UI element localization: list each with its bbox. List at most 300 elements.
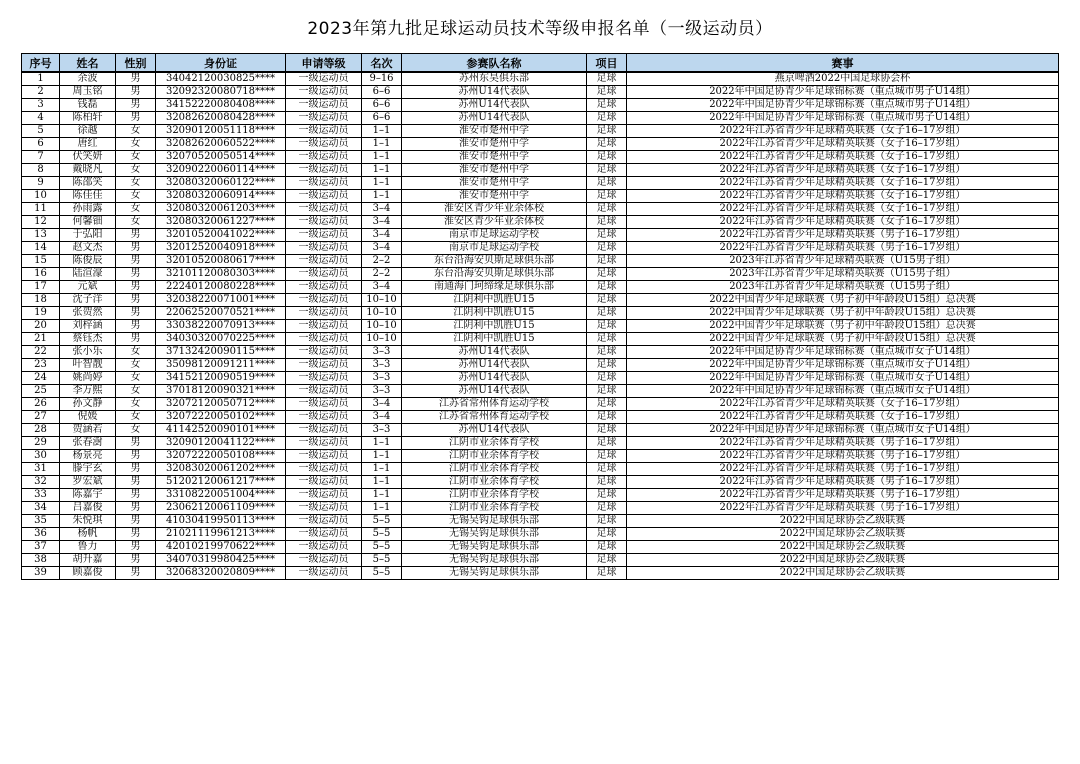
col-gender-cell: 男 [116,112,156,125]
col-id-cell: 33108220051004**** [156,489,286,502]
header-col-sport: 项目 [587,54,627,73]
col-level-cell: 一级运动员 [286,99,362,112]
col-team-cell: 江阴利中凯胜U15 [402,320,587,333]
col-level-cell: 一级运动员 [286,216,362,229]
col-name-cell: 张春澍 [60,437,116,450]
col-event-cell: 2022年江苏省青少年足球精英联赛（女子16–17岁组） [627,151,1059,164]
col-gender-cell: 女 [116,216,156,229]
col-event-cell: 2022年江苏省青少年足球精英联赛（男子16–17岁组） [627,229,1059,242]
col-team-cell: 淮安市楚州中学 [402,138,587,151]
col-event-cell: 2022年中国足协青少年足球锦标赛（重点城市女子U14组） [627,372,1059,385]
col-name-cell: 唐红 [60,138,116,151]
col-id-cell: 42010219970622**** [156,541,286,554]
col-id-cell: 35098120091211**** [156,359,286,372]
col-name-cell: 滕宇玄 [60,463,116,476]
table-row [22,86,1059,99]
col-gender-cell: 男 [116,294,156,307]
table-row [22,138,1059,151]
col-team-cell: 江阴利中凯胜U15 [402,333,587,346]
col-event-cell: 2022年江苏省青少年足球精英联赛（男子16–17岁组） [627,502,1059,515]
col-id-cell: 34070319980425**** [156,554,286,567]
col-name-cell: 张小乐 [60,346,116,359]
col-name-cell: 钱磊 [60,99,116,112]
col-id-cell: 34152120090519**** [156,372,286,385]
col-sport-cell: 足球 [587,398,627,411]
col-id-cell: 32101120080303**** [156,268,286,281]
col-sport-cell: 足球 [587,567,627,580]
col-index-cell: 18 [22,294,60,307]
col-id-cell: 32010520080617**** [156,255,286,268]
col-rank-cell: 3–4 [362,242,402,255]
table-row [22,333,1059,346]
header-col-name: 姓名 [60,54,116,73]
table-row [22,411,1059,424]
col-sport-cell: 足球 [587,86,627,99]
col-level-cell: 一级运动员 [286,385,362,398]
col-id-cell: 32012520040918**** [156,242,286,255]
col-sport-cell: 足球 [587,463,627,476]
col-sport-cell: 足球 [587,229,627,242]
table-row [22,567,1059,580]
col-team-cell: 江阴市业余体育学校 [402,437,587,450]
col-rank-cell: 1–1 [362,476,402,489]
col-team-cell: 淮安市楚州中学 [402,190,587,203]
col-team-cell: 苏州U14代表队 [402,112,587,125]
col-level-cell: 一级运动员 [286,567,362,580]
col-event-cell: 2022年中国足协青少年足球锦标赛（重点城市女子U14组） [627,385,1059,398]
table-row [22,372,1059,385]
col-event-cell: 2022年江苏省青少年足球精英联赛（男子16–17岁组） [627,463,1059,476]
col-sport-cell: 足球 [587,294,627,307]
col-gender-cell: 男 [116,268,156,281]
col-sport-cell: 足球 [587,151,627,164]
col-rank-cell: 3–3 [362,385,402,398]
col-sport-cell: 足球 [587,164,627,177]
col-level-cell: 一级运动员 [286,281,362,294]
col-level-cell: 一级运动员 [286,515,362,528]
col-index-cell: 25 [22,385,60,398]
table-row [22,164,1059,177]
col-id-cell: 32082620080428**** [156,112,286,125]
col-gender-cell: 男 [116,320,156,333]
col-event-cell: 2022年中国足协青少年足球锦标赛（重点城市男子U14组） [627,99,1059,112]
col-level-cell: 一级运动员 [286,164,362,177]
col-event-cell: 2022年江苏省青少年足球精英联赛（女子16–17岁组） [627,216,1059,229]
table-body [22,72,1059,580]
col-index-cell: 7 [22,151,60,164]
col-id-cell: 32083020061202**** [156,463,286,476]
table-row [22,281,1059,294]
table-row [22,489,1059,502]
col-sport-cell: 足球 [587,99,627,112]
table-row [22,255,1059,268]
col-event-cell: 2022中国足球协会乙级联赛 [627,554,1059,567]
col-sport-cell: 足球 [587,411,627,424]
table-row [22,515,1059,528]
col-id-cell: 34030320070225**** [156,333,286,346]
col-team-cell: 苏州U14代表队 [402,359,587,372]
col-rank-cell: 3–3 [362,424,402,437]
col-level-cell: 一级运动员 [286,125,362,138]
col-rank-cell: 3–3 [362,359,402,372]
col-team-cell: 江阴市业余体育学校 [402,463,587,476]
table-row [22,229,1059,242]
col-gender-cell: 男 [116,307,156,320]
col-index-cell: 10 [22,190,60,203]
col-name-cell: 蔡钰杰 [60,333,116,346]
header-col-gender: 性别 [116,54,156,73]
col-level-cell: 一级运动员 [286,372,362,385]
table-row [22,216,1059,229]
col-sport-cell: 足球 [587,177,627,190]
athlete-table [21,53,1059,580]
col-rank-cell: 9–16 [362,72,402,86]
col-sport-cell: 足球 [587,359,627,372]
col-rank-cell: 1–1 [362,151,402,164]
col-rank-cell: 1–1 [362,502,402,515]
table-row [22,463,1059,476]
table-row [22,528,1059,541]
col-event-cell: 2022年江苏省青少年足球精英联赛（男子16–17岁组） [627,242,1059,255]
col-level-cell: 一级运动员 [286,307,362,320]
col-level-cell: 一级运动员 [286,190,362,203]
col-gender-cell: 男 [116,502,156,515]
col-index-cell: 33 [22,489,60,502]
col-sport-cell: 足球 [587,437,627,450]
col-id-cell: 22062520070521**** [156,307,286,320]
col-name-cell: 孙雨露 [60,203,116,216]
col-name-cell: 陈俊辰 [60,255,116,268]
col-gender-cell: 男 [116,476,156,489]
col-event-cell: 2022年江苏省青少年足球精英联赛（男子16–17岁组） [627,437,1059,450]
col-rank-cell: 2–2 [362,255,402,268]
col-sport-cell: 足球 [587,515,627,528]
col-level-cell: 一级运动员 [286,138,362,151]
col-index-cell: 30 [22,450,60,463]
col-name-cell: 李万熙 [60,385,116,398]
col-id-cell: 32090120041122**** [156,437,286,450]
col-id-cell: 32090120051118**** [156,125,286,138]
col-rank-cell: 1–1 [362,489,402,502]
table-row [22,502,1059,515]
col-name-cell: 倪媛 [60,411,116,424]
col-gender-cell: 女 [116,151,156,164]
col-event-cell: 2022年中国足协青少年足球锦标赛（重点城市女子U14组） [627,359,1059,372]
col-rank-cell: 10–10 [362,320,402,333]
header-col-event: 赛事 [627,54,1059,73]
col-event-cell: 2023年江苏省青少年足球精英联赛（U15男子组） [627,255,1059,268]
col-gender-cell: 女 [116,190,156,203]
table-row [22,72,1059,86]
col-name-cell: 孙文静 [60,398,116,411]
col-id-cell: 32072220050108**** [156,450,286,463]
col-sport-cell: 足球 [587,268,627,281]
col-gender-cell: 男 [116,437,156,450]
col-index-cell: 19 [22,307,60,320]
col-index-cell: 27 [22,411,60,424]
col-sport-cell: 足球 [587,138,627,151]
col-sport-cell: 足球 [587,190,627,203]
col-event-cell: 2023年江苏省青少年足球精英联赛（U15男子组） [627,268,1059,281]
table-row [22,476,1059,489]
col-index-cell: 15 [22,255,60,268]
col-gender-cell: 女 [116,346,156,359]
col-team-cell: 无锡吴钩足球俱乐部 [402,528,587,541]
col-index-cell: 21 [22,333,60,346]
col-sport-cell: 足球 [587,346,627,359]
col-level-cell: 一级运动员 [286,541,362,554]
col-name-cell: 罗宏斌 [60,476,116,489]
col-rank-cell: 3–4 [362,411,402,424]
col-event-cell: 2022年江苏省青少年足球精英联赛（女子16–17岁组） [627,164,1059,177]
col-event-cell: 2022年江苏省青少年足球精英联赛（女子16–17岁组） [627,398,1059,411]
col-level-cell: 一级运动员 [286,489,362,502]
col-team-cell: 淮安区青少年业余体校 [402,216,587,229]
col-index-cell: 8 [22,164,60,177]
col-index-cell: 22 [22,346,60,359]
col-name-cell: 刘梓涵 [60,320,116,333]
col-rank-cell: 6–6 [362,99,402,112]
col-sport-cell: 足球 [587,125,627,138]
col-rank-cell: 3–4 [362,281,402,294]
col-event-cell: 2022年江苏省青少年足球精英联赛（女子16–17岁组） [627,177,1059,190]
col-name-cell: 陆渲濠 [60,268,116,281]
col-id-cell: 32080320061227**** [156,216,286,229]
col-index-cell: 11 [22,203,60,216]
col-rank-cell: 3–4 [362,203,402,216]
col-id-cell: 37018120090321**** [156,385,286,398]
col-rank-cell: 1–1 [362,450,402,463]
col-index-cell: 20 [22,320,60,333]
col-name-cell: 元斌 [60,281,116,294]
page-title: 2023年第九批足球运动员技术等级申报名单（一级运动员） [307,19,773,39]
col-team-cell: 江阴市业余体育学校 [402,489,587,502]
col-level-cell: 一级运动员 [286,424,362,437]
col-name-cell: 朱悦琪 [60,515,116,528]
col-name-cell: 叶智靓 [60,359,116,372]
col-level-cell: 一级运动员 [286,229,362,242]
col-name-cell: 张贺然 [60,307,116,320]
col-team-cell: 江阴利中凯胜U15 [402,294,587,307]
col-sport-cell: 足球 [587,281,627,294]
col-team-cell: 江阴利中凯胜U15 [402,307,587,320]
col-team-cell: 无锡吴钩足球俱乐部 [402,554,587,567]
col-id-cell: 32068320020809**** [156,567,286,580]
table-row [22,99,1059,112]
col-team-cell: 南京市足球运动学校 [402,229,587,242]
col-team-cell: 苏州U14代表队 [402,424,587,437]
table-row [22,125,1059,138]
col-team-cell: 无锡吴钩足球俱乐部 [402,541,587,554]
col-event-cell: 2022年江苏省青少年足球精英联赛（女子16–17岁组） [627,190,1059,203]
col-event-cell: 2022年江苏省青少年足球精英联赛（男子16–17岁组） [627,450,1059,463]
col-rank-cell: 1–1 [362,125,402,138]
col-rank-cell: 1–1 [362,463,402,476]
col-team-cell: 淮安市楚州中学 [402,151,587,164]
col-level-cell: 一级运动员 [286,463,362,476]
header-col-team: 参赛队名称 [402,54,587,73]
table-row [22,268,1059,281]
table-row [22,346,1059,359]
col-rank-cell: 10–10 [362,333,402,346]
col-gender-cell: 男 [116,333,156,346]
col-index-cell: 1 [22,72,60,86]
col-team-cell: 苏州东昊俱乐部 [402,72,587,86]
col-rank-cell: 1–1 [362,138,402,151]
col-index-cell: 3 [22,99,60,112]
col-name-cell: 吕嘉俊 [60,502,116,515]
col-team-cell: 淮安市楚州中学 [402,177,587,190]
col-name-cell: 陈嘉宇 [60,489,116,502]
col-level-cell: 一级运动员 [286,151,362,164]
col-index-cell: 4 [22,112,60,125]
col-level-cell: 一级运动员 [286,86,362,99]
header-col-level: 申请等级 [286,54,362,73]
col-gender-cell: 男 [116,515,156,528]
col-name-cell: 陈邵笑 [60,177,116,190]
col-level-cell: 一级运动员 [286,476,362,489]
col-sport-cell: 足球 [587,333,627,346]
col-id-cell: 33038220070913**** [156,320,286,333]
col-level-cell: 一级运动员 [286,333,362,346]
col-gender-cell: 男 [116,229,156,242]
col-gender-cell: 男 [116,242,156,255]
col-sport-cell: 足球 [587,307,627,320]
col-gender-cell: 男 [116,541,156,554]
col-team-cell: 苏州U14代表队 [402,86,587,99]
col-event-cell: 2022年中国足协青少年足球锦标赛（重点城市男子U14组） [627,112,1059,125]
col-gender-cell: 女 [116,424,156,437]
col-event-cell: 2022年江苏省青少年足球精英联赛（女子16–17岁组） [627,138,1059,151]
col-name-cell: 徐越 [60,125,116,138]
col-index-cell: 6 [22,138,60,151]
col-team-cell: 淮安市楚州中学 [402,125,587,138]
col-rank-cell: 3–4 [362,229,402,242]
col-team-cell: 淮安市楚州中学 [402,164,587,177]
col-rank-cell: 3–4 [362,216,402,229]
col-rank-cell: 6–6 [362,112,402,125]
col-rank-cell: 6–6 [362,86,402,99]
col-id-cell: 32092320080718**** [156,86,286,99]
col-gender-cell: 男 [116,463,156,476]
col-id-cell: 41030419950113**** [156,515,286,528]
table-row [22,307,1059,320]
col-team-cell: 江阴市业余体育学校 [402,450,587,463]
col-rank-cell: 2–2 [362,268,402,281]
col-index-cell: 37 [22,541,60,554]
table-row [22,242,1059,255]
col-gender-cell: 女 [116,385,156,398]
col-sport-cell: 足球 [587,72,627,86]
table-row [22,190,1059,203]
col-team-cell: 无锡吴钩足球俱乐部 [402,567,587,580]
col-level-cell: 一级运动员 [286,411,362,424]
col-id-cell: 32090220060114**** [156,164,286,177]
col-id-cell: 32080320061203**** [156,203,286,216]
col-gender-cell: 男 [116,528,156,541]
col-name-cell: 顾嘉俊 [60,567,116,580]
header-col-id: 身份证 [156,54,286,73]
col-rank-cell: 1–1 [362,177,402,190]
col-index-cell: 26 [22,398,60,411]
col-name-cell: 贺涵若 [60,424,116,437]
col-index-cell: 12 [22,216,60,229]
col-gender-cell: 男 [116,554,156,567]
col-event-cell: 2022中国足球协会乙级联赛 [627,567,1059,580]
col-rank-cell: 5–5 [362,554,402,567]
col-sport-cell: 足球 [587,476,627,489]
col-gender-cell: 男 [116,450,156,463]
col-level-cell: 一级运动员 [286,450,362,463]
col-rank-cell: 3–3 [362,372,402,385]
col-name-cell: 沈子洋 [60,294,116,307]
col-level-cell: 一级运动员 [286,398,362,411]
col-rank-cell: 10–10 [362,294,402,307]
col-id-cell: 32038220071001**** [156,294,286,307]
col-level-cell: 一级运动员 [286,554,362,567]
col-level-cell: 一级运动员 [286,359,362,372]
col-level-cell: 一级运动员 [286,112,362,125]
col-name-cell: 余波 [60,72,116,86]
col-gender-cell: 男 [116,567,156,580]
col-team-cell: 江阴市业余体育学校 [402,502,587,515]
col-gender-cell: 女 [116,359,156,372]
col-sport-cell: 足球 [587,450,627,463]
col-level-cell: 一级运动员 [286,177,362,190]
col-team-cell: 江苏省常州体育运动学校 [402,411,587,424]
col-id-cell: 51202120061217**** [156,476,286,489]
table-row [22,554,1059,567]
col-sport-cell: 足球 [587,203,627,216]
col-event-cell: 2022年江苏省青少年足球精英联赛（女子16–17岁组） [627,125,1059,138]
col-event-cell: 2022中国足球协会乙级联赛 [627,541,1059,554]
col-level-cell: 一级运动员 [286,528,362,541]
col-event-cell: 2022年中国足协青少年足球锦标赛（重点城市女子U14组） [627,424,1059,437]
col-team-cell: 无锡吴钩足球俱乐部 [402,515,587,528]
col-name-cell: 胡升嘉 [60,554,116,567]
col-sport-cell: 足球 [587,489,627,502]
col-team-cell: 东台沿海安贝斯足球俱乐部 [402,268,587,281]
col-event-cell: 2022中国青少年足球联赛（男子初中年龄段U15组）总决赛 [627,320,1059,333]
col-gender-cell: 女 [116,372,156,385]
col-gender-cell: 女 [116,138,156,151]
col-id-cell: 32010520041022**** [156,229,286,242]
col-sport-cell: 足球 [587,502,627,515]
col-index-cell: 28 [22,424,60,437]
col-sport-cell: 足球 [587,541,627,554]
col-team-cell: 苏州U14代表队 [402,372,587,385]
col-name-cell: 姚尚婷 [60,372,116,385]
col-index-cell: 39 [22,567,60,580]
col-id-cell: 32080320060914**** [156,190,286,203]
col-id-cell: 32080320060122**** [156,177,286,190]
col-rank-cell: 5–5 [362,515,402,528]
col-event-cell: 2022年中国足协青少年足球锦标赛（重点城市女子U14组） [627,346,1059,359]
col-index-cell: 9 [22,177,60,190]
col-index-cell: 14 [22,242,60,255]
col-rank-cell: 1–1 [362,437,402,450]
col-gender-cell: 女 [116,125,156,138]
col-index-cell: 17 [22,281,60,294]
col-id-cell: 32072220050102**** [156,411,286,424]
col-team-cell: 苏州U14代表队 [402,99,587,112]
table-row [22,320,1059,333]
col-id-cell: 37132420090115**** [156,346,286,359]
col-level-cell: 一级运动员 [286,72,362,86]
col-rank-cell: 5–5 [362,541,402,554]
col-event-cell: 2022中国青少年足球联赛（男子初中年龄段U15组）总决赛 [627,294,1059,307]
col-index-cell: 16 [22,268,60,281]
